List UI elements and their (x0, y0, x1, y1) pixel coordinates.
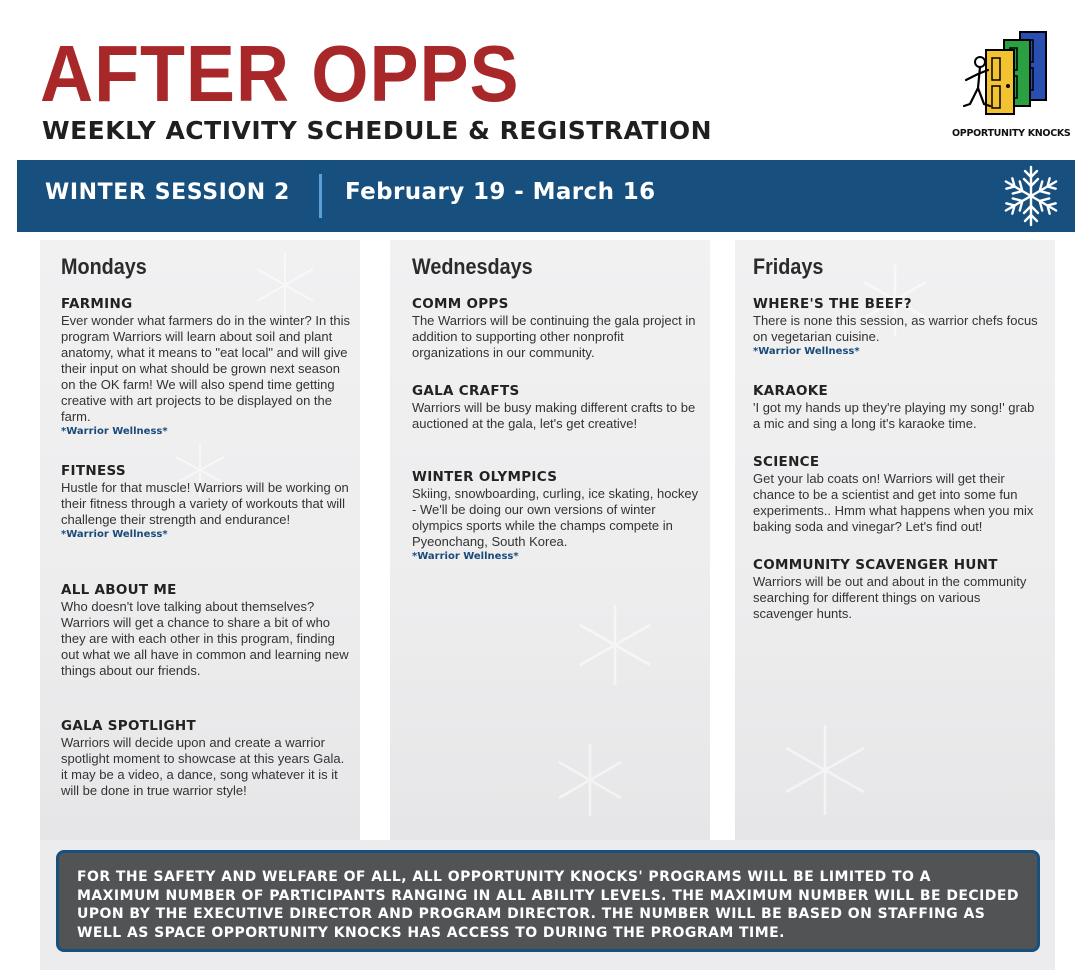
doors-icon (958, 28, 1058, 126)
activity-title: WINTER OLYMPICS (412, 469, 558, 485)
session-dates: February 19 - March 16 (345, 179, 656, 205)
logo-text: OPPORTUNITY KNOCKS (952, 128, 1071, 139)
activity-title: GALA CRAFTS (412, 383, 520, 399)
session-label: WINTER SESSION 2 (45, 180, 290, 205)
wednesdays-title: Wednesdays (412, 254, 533, 279)
activity-title: COMM OPPS (412, 296, 509, 312)
activity-title: WHERE'S THE BEEF? (753, 296, 912, 312)
activity-title: KARAOKE (753, 383, 829, 399)
activity-description: Warriors will be busy making different crafts to be auctioned at the gala, let's get creative! (412, 400, 696, 431)
wellness-tag: *Warrior Wellness* (412, 551, 519, 562)
activity-description: 'I got my hands up they're playing my song!' grab a mic and sing a long it's karaoke time. (753, 400, 1035, 431)
wellness-tag: *Warrior Wellness* (61, 426, 168, 437)
activity-gala-crafts (412, 383, 702, 432)
activity-description: Warriors will be out and about in the community searching for different things on various scavenger hunts. (753, 574, 1027, 621)
snowflake-icon (999, 164, 1063, 228)
activity-description: There is none this session, as warrior chefs focus on vegetarian cuisine. (753, 313, 1038, 344)
wednesdays-column (390, 240, 710, 840)
snowflake-decor-icon (775, 720, 875, 820)
activity-title: FITNESS (61, 463, 126, 479)
activity-title: FARMING (61, 296, 133, 312)
page-title: AFTER OPPS (40, 29, 520, 118)
activity-description: Who doesn't love talking about themselves? Warriors will get a chance to share a bit of who they are with each other in this program, finding out what we all have in common and learning new things about our friends. (61, 599, 349, 678)
activity-farming (61, 296, 351, 439)
activity-title: COMMUNITY SCAVENGER HUNT (753, 557, 998, 573)
activity-community-scavenger-hunt (753, 557, 1043, 622)
wellness-tag: *Warrior Wellness* (61, 529, 168, 540)
activity-description: Hustle for that muscle! Warriors will be working on their fitness through a variety of workouts that will challenge their strength and endurance! (61, 480, 349, 527)
wellness-tag: *Warrior Wellness* (753, 346, 860, 357)
activity-all-about-me (61, 582, 351, 679)
opportunity-knocks-logo (952, 28, 1071, 148)
activity-description: Skiing, snowboarding, curling, ice skating, hockey - We'll be doing our own versions of winter olympics sports while the champs compete in Pyeonchang, South Korea. (412, 486, 699, 549)
fridays-column (735, 240, 1055, 840)
page-subtitle: WEEKLY ACTIVITY SCHEDULE & REGISTRATION (42, 116, 713, 145)
activity-wheres-the-beef (753, 296, 1043, 359)
mondays-column (40, 240, 360, 840)
activity-karaoke (753, 383, 1043, 432)
snowflake-decor-icon (570, 600, 660, 690)
activity-title: SCIENCE (753, 454, 820, 470)
snowflake-decor-icon (550, 740, 630, 820)
session-banner (17, 160, 1075, 232)
activity-gala-spotlight (61, 718, 351, 799)
activity-title: ALL ABOUT ME (61, 582, 177, 598)
activity-title: GALA SPOTLIGHT (61, 718, 196, 734)
notice-text: FOR THE SAFETY AND WELFARE OF ALL, ALL OPPORTUNITY KNOCKS' PROGRAMS WILL BE LIMITED TO A MAXIMUM NUMBER OF PARTICIPANTS RANGING IN ALL ABILITY LEVELS. THE MAXIMUM NUMBER WILL BE DECIDED UPON BY THE EXECUTIVE DIRECTOR AND PROGRAM DIRECTOR. THE NUMBER WILL BE BASED ON STAFFING AS WELL AS SPACE OPPORTUNITY KNOCKS HAS ACCESS TO DURING THE PROGRAM TIME. (77, 869, 1019, 941)
banner-divider (319, 174, 322, 218)
activity-description: Get your lab coats on! Warriors will get their chance to be a scientist and get into some fun experiments.. Hmm what happens when you mix baking soda and vinegar? Let's find out! (753, 471, 1034, 534)
activity-comm-opps (412, 296, 702, 361)
activity-description: Ever wonder what farmers do in the winter? In this program Warriors will learn about soil and plant anatomy, what it means to "eat local" and will give their input on what should be grown next season on the OK farm! We will also spend time getting creative with art projects to be displayed on the farm. (61, 313, 351, 424)
mondays-title: Mondays (61, 254, 147, 279)
participant-limit-notice (56, 850, 1040, 952)
activity-description: Warriors will decide upon and create a warrior spotlight moment to showcase at this years Gala. it may be a video, a dance, song whatever it is it will be done in true warrior style! (61, 735, 345, 798)
fridays-title: Fridays (753, 254, 824, 279)
activity-fitness (61, 463, 351, 542)
activity-science (753, 454, 1043, 535)
activity-winter-olympics (412, 469, 702, 564)
activity-description: The Warriors will be continuing the gala project in addition to supporting other nonprofit organizations in our community. (412, 313, 696, 360)
